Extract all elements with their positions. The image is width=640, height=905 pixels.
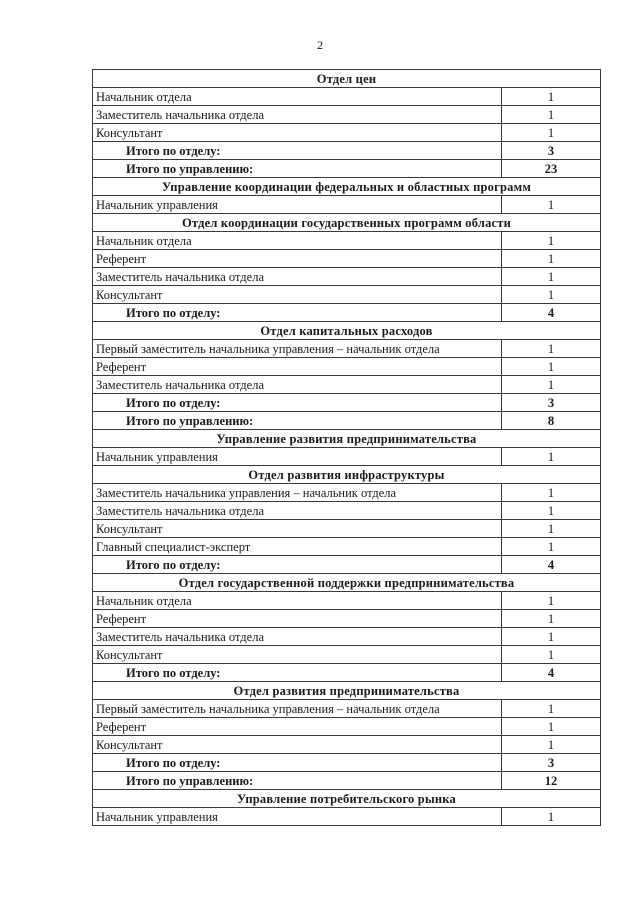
position-count: 1 bbox=[502, 700, 601, 718]
total-label: Итого по отделу: bbox=[93, 556, 502, 574]
section-title: Управление координации федеральных и областных программ bbox=[93, 178, 601, 196]
position-count: 1 bbox=[502, 808, 601, 826]
position-count: 1 bbox=[502, 736, 601, 754]
position-title: Первый заместитель начальника управления – начальник отдела bbox=[93, 340, 502, 358]
position-count: 1 bbox=[502, 268, 601, 286]
position-count: 1 bbox=[502, 520, 601, 538]
position-row bbox=[93, 538, 601, 556]
position-row bbox=[93, 610, 601, 628]
total-label: Итого по управлению: bbox=[93, 772, 502, 790]
page-number: 2 bbox=[317, 38, 323, 52]
position-count: 1 bbox=[502, 646, 601, 664]
position-title: Начальник отдела bbox=[93, 592, 502, 610]
total-count: 4 bbox=[502, 304, 601, 322]
section-title: Отдел развития инфраструктуры bbox=[93, 466, 601, 484]
section-header-row bbox=[93, 574, 601, 592]
position-title: Начальник отдела bbox=[93, 232, 502, 250]
total-row bbox=[93, 772, 601, 790]
position-title: Референт bbox=[93, 610, 502, 628]
position-row bbox=[93, 628, 601, 646]
position-count: 1 bbox=[502, 88, 601, 106]
section-header-row bbox=[93, 214, 601, 232]
position-title: Начальник управления bbox=[93, 808, 502, 826]
position-title: Заместитель начальника отдела bbox=[93, 268, 502, 286]
position-title: Заместитель начальника управления – начальник отдела bbox=[93, 484, 502, 502]
position-count: 1 bbox=[502, 124, 601, 142]
section-header-row bbox=[93, 466, 601, 484]
position-count: 1 bbox=[502, 718, 601, 736]
section-header-row bbox=[93, 178, 601, 196]
section-title: Отдел развития предпринимательства bbox=[93, 682, 601, 700]
total-label: Итого по отделу: bbox=[93, 142, 502, 160]
position-count: 1 bbox=[502, 448, 601, 466]
position-row bbox=[93, 124, 601, 142]
position-row bbox=[93, 808, 601, 826]
section-title: Управление развития предпринимательства bbox=[93, 430, 601, 448]
section-title: Отдел цен bbox=[93, 70, 601, 88]
total-row bbox=[93, 142, 601, 160]
position-count: 1 bbox=[502, 628, 601, 646]
position-title: Заместитель начальника отдела bbox=[93, 376, 502, 394]
position-row bbox=[93, 268, 601, 286]
staffing-table-body bbox=[93, 70, 601, 826]
position-count: 1 bbox=[502, 502, 601, 520]
total-row bbox=[93, 664, 601, 682]
position-title: Начальник управления bbox=[93, 196, 502, 214]
position-title: Консультант bbox=[93, 646, 502, 664]
position-row bbox=[93, 106, 601, 124]
position-row bbox=[93, 286, 601, 304]
position-title: Референт bbox=[93, 358, 502, 376]
section-title: Управление потребительского рынка bbox=[93, 790, 601, 808]
position-row bbox=[93, 250, 601, 268]
position-title: Консультант bbox=[93, 736, 502, 754]
position-count: 1 bbox=[502, 358, 601, 376]
position-title: Заместитель начальника отдела bbox=[93, 628, 502, 646]
position-title: Начальник отдела bbox=[93, 88, 502, 106]
section-header-row bbox=[93, 430, 601, 448]
position-row bbox=[93, 646, 601, 664]
position-row bbox=[93, 196, 601, 214]
position-title: Заместитель начальника отдела bbox=[93, 106, 502, 124]
position-count: 1 bbox=[502, 538, 601, 556]
position-row bbox=[93, 358, 601, 376]
position-row bbox=[93, 520, 601, 538]
total-row bbox=[93, 394, 601, 412]
position-title: Заместитель начальника отдела bbox=[93, 502, 502, 520]
position-row bbox=[93, 484, 601, 502]
position-row bbox=[93, 592, 601, 610]
total-count: 4 bbox=[502, 556, 601, 574]
section-header-row bbox=[93, 682, 601, 700]
position-row bbox=[93, 376, 601, 394]
total-row bbox=[93, 556, 601, 574]
position-title: Референт bbox=[93, 718, 502, 736]
total-count: 12 bbox=[502, 772, 601, 790]
position-title: Первый заместитель начальника управления – начальник отдела bbox=[93, 700, 502, 718]
position-title: Консультант bbox=[93, 286, 502, 304]
section-title: Отдел государственной поддержки предпринимательства bbox=[93, 574, 601, 592]
position-count: 1 bbox=[502, 340, 601, 358]
section-header-row bbox=[93, 70, 601, 88]
position-row bbox=[93, 700, 601, 718]
position-row bbox=[93, 340, 601, 358]
position-row bbox=[93, 736, 601, 754]
total-count: 23 bbox=[502, 160, 601, 178]
section-header-row bbox=[93, 322, 601, 340]
position-count: 1 bbox=[502, 232, 601, 250]
total-row bbox=[93, 754, 601, 772]
total-label: Итого по отделу: bbox=[93, 394, 502, 412]
total-count: 8 bbox=[502, 412, 601, 430]
position-row bbox=[93, 718, 601, 736]
total-count: 3 bbox=[502, 754, 601, 772]
position-count: 1 bbox=[502, 610, 601, 628]
section-title: Отдел координации государственных программ области bbox=[93, 214, 601, 232]
position-row bbox=[93, 232, 601, 250]
position-count: 1 bbox=[502, 484, 601, 502]
position-count: 1 bbox=[502, 106, 601, 124]
position-row bbox=[93, 502, 601, 520]
position-row bbox=[93, 448, 601, 466]
section-header-row bbox=[93, 790, 601, 808]
position-title: Начальник управления bbox=[93, 448, 502, 466]
total-row bbox=[93, 160, 601, 178]
position-title: Консультант bbox=[93, 520, 502, 538]
position-title: Консультант bbox=[93, 124, 502, 142]
total-label: Итого по управлению: bbox=[93, 412, 502, 430]
total-row bbox=[93, 304, 601, 322]
position-count: 1 bbox=[502, 196, 601, 214]
position-title: Главный специалист-эксперт bbox=[93, 538, 502, 556]
position-row bbox=[93, 88, 601, 106]
total-row bbox=[93, 412, 601, 430]
position-title: Референт bbox=[93, 250, 502, 268]
total-label: Итого по отделу: bbox=[93, 754, 502, 772]
total-count: 3 bbox=[502, 394, 601, 412]
total-label: Итого по отделу: bbox=[93, 304, 502, 322]
position-count: 1 bbox=[502, 376, 601, 394]
staffing-table bbox=[92, 69, 601, 826]
total-label: Итого по отделу: bbox=[93, 664, 502, 682]
position-count: 1 bbox=[502, 250, 601, 268]
total-count: 3 bbox=[502, 142, 601, 160]
total-label: Итого по управлению: bbox=[93, 160, 502, 178]
section-title: Отдел капитальных расходов bbox=[93, 322, 601, 340]
total-count: 4 bbox=[502, 664, 601, 682]
position-count: 1 bbox=[502, 286, 601, 304]
position-count: 1 bbox=[502, 592, 601, 610]
